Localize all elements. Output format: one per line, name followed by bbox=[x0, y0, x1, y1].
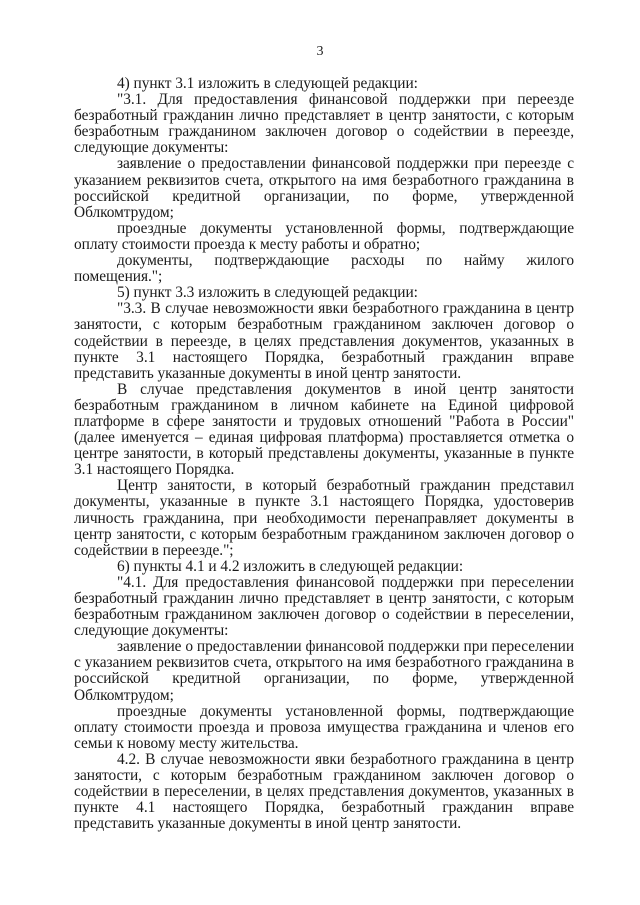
clause-3-3-forwarding: Центр занятости, в который безработный гражданин представил документы, указанные в пункте 3.1 настоящего Порядка, удостоверив личность гражданина, при необходимости перенаправляет документы в центр занятости, с которым безработным гражданином заключен договор о содействии в переезде."; bbox=[74, 477, 574, 559]
clause-3-1-travel-documents: проездные документы установленной формы, подтверждающие оплату стоимости проезда к месту работы и обратно; bbox=[74, 219, 574, 253]
clause-3-1-housing-documents: документы, подтверждающие расходы по найму жилого помещения."; bbox=[74, 252, 574, 286]
page-number: 3 bbox=[316, 44, 324, 59]
item-6-heading: 6) пункты 4.1 и 4.2 изложить в следующей редакции: bbox=[117, 557, 464, 575]
clause-4-1-travel-documents: проездные документы установленной формы, подтверждающие оплату стоимости проезда и провоза имущества гражданина и членов его семьи к новому месту жительства. bbox=[74, 702, 574, 752]
document-body bbox=[74, 76, 574, 832]
clause-3-3-intro: "3.3. В случае невозможности явки безработного гражданина в центр занятости, с которым безработным гражданином заключен договор о содействии в переезде, в целях представления документов, указанных в пункте 3.1 настоящего Порядка, безработный гражданин вправе представить указанные документы в иной центр занятости. bbox=[74, 300, 574, 382]
item-4-heading: 4) пункт 3.1 изложить в следующей редакции: bbox=[117, 75, 418, 92]
clause-3-1-application: заявление о предоставлении финансовой поддержки при переезде с указанием реквизитов счета, открытого на имя безработного гражданина в российской кредитной организации, по форме, утвержденной Облкомтрудом; bbox=[74, 155, 574, 221]
clause-3-3-digital-platform: В случае представления документов в иной центр занятости безработным гражданином в личном кабинете на Единой цифровой платформе в сфере занятости и трудовых отношений "Работа в России" (далее именуется – единая цифровая платформа) проставляется отметка о центре занятости, в который представлены документы, указанные в пункте 3.1 настоящего Порядка. bbox=[74, 380, 574, 479]
clause-4-2: 4.2. В случае невозможности явки безработного гражданина в центр занятости, с которым безработным гражданином заключен договор о содействии в переселении, в целях представления документов, указанных в пункте 4.1 настоящего Порядка, безработный гражданин вправе представить указанные документы в иной центр занятости. bbox=[74, 750, 574, 833]
clause-4-1-intro: "4.1. Для предоставления финансовой поддержки при переселении безработный гражданин лично представляет в центр занятости, с которым безработным гражданином заключен договор о содействии в переселении, следующие документы: bbox=[74, 573, 574, 640]
clause-4-1-application: заявление о предоставлении финансовой поддержки при переселении с указанием реквизитов счета, открытого на имя безработного гражданина в российской кредитной организации, по форме, утвержденной Облкомтрудом; bbox=[74, 638, 574, 704]
item-5-heading: 5) пункт 3.3 изложить в следующей редакции: bbox=[117, 284, 418, 302]
clause-3-1-intro: "3.1. Для предоставления финансовой поддержки при переезде безработный гражданин лично представляет в центр занятости, с которым безработным гражданином заключен договор о содействии в переезде, следующие документы: bbox=[74, 91, 574, 157]
